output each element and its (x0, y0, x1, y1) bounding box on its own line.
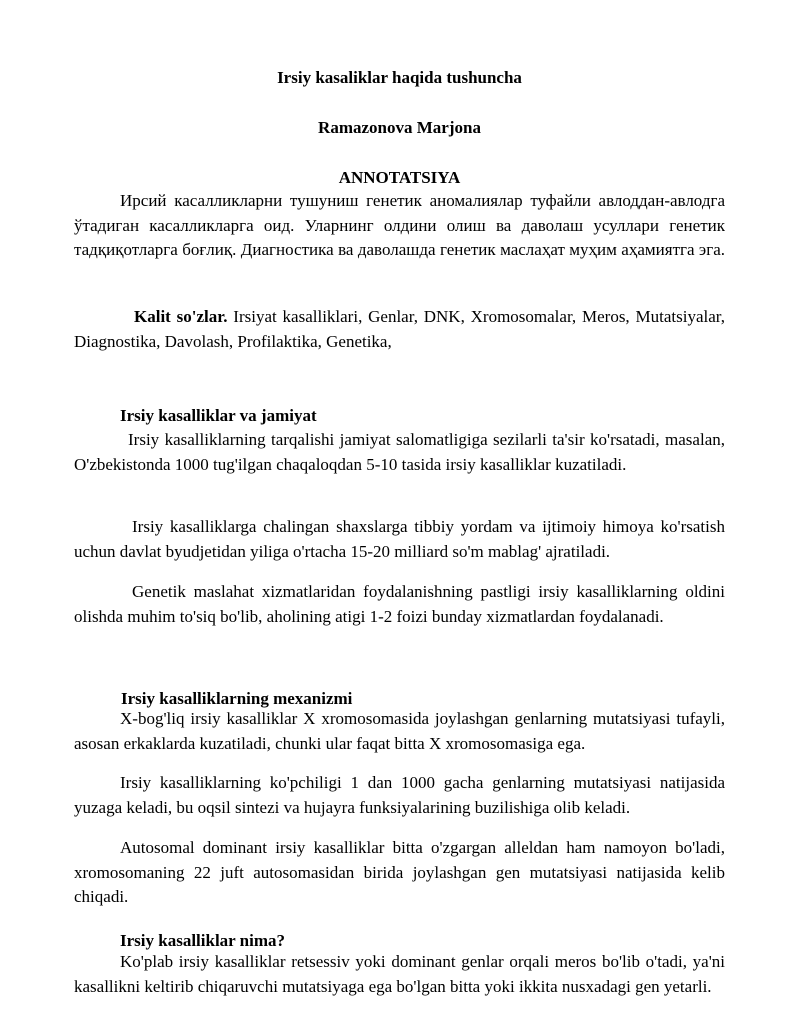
section-paragraph: Ko'plab irsiy kasalliklar retsessiv yoki dominant genlar orqali meros bo'lib o'tadi, ya'ni kasallikni keltirib chiqaruvchi mutatsiyaga ega bo'lgan bitta yoki ikkita nusxadagi gen yetarli. (74, 952, 725, 996)
section-paragraph: X-bog'liq irsiy kasalliklar X xromosomasida joylashgan genlarning mutatsiyasi tufayli, asosan erkaklarda kuzatiladi, chunki ular faqat bitta X xromosomasiga ega. (74, 709, 725, 753)
annotation-text: Ирсий касалликларни тушуниш генетик аномалиялар туфайли авлоддан-авлодга ўтадиган касалликларга оид. Уларнинг олдини олиш ва даволаш усуллари генетик тадқиқотларга боғлиқ. Диагностика ва даволашда генетик маслаҳат муҳим аҳамиятга эга. (74, 191, 725, 259)
section-paragraph: Autosomal dominant irsiy kasalliklar bitta o'zgargan alleldan ham namoyon bo'ladi, xromosomaning 22 juft autosomasidan birida joylashgan gen mutatsiyasi natijasida kelib chiqadi. (74, 838, 725, 906)
section-paragraph: Irsiy kasalliklarga chalingan shaxslarga tibbiy yordam va ijtimoiy himoya ko'rsatish uchun davlat byudjetidan yiliga o'rtacha 15-20 milliard so'm mablag' ajratiladi. (74, 517, 725, 561)
section-paragraph: Genetik maslahat xizmatlaridan foydalanishning pastligi irsiy kasalliklarning oldini olishda muhim to'siq bo'lib, aholining atigi 1-2 foizi bunday xizmatlardan foydalanadi. (74, 582, 725, 626)
annotation-heading: ANNOTATSIYA (338, 168, 461, 187)
keywords-paragraph (74, 305, 725, 354)
keywords-text: Irsiyat kasalliklari, Genlar, DNK, Xromosomalar, Meros, Mutatsiyalar, Diagnostika, Davolash, Profilaktika, Genetika, (74, 307, 725, 351)
section-heading-society: Irsiy kasalliklar va jamiyat (120, 406, 317, 425)
section-heading-mechanism: Irsiy kasalliklarning mexanizmi (121, 689, 353, 708)
author-name: Ramazonova Marjona (318, 118, 481, 137)
document-title: Irsiy kasaliklar haqida tushuncha (277, 68, 522, 87)
section-paragraph: Irsiy kasalliklarning tarqalishi jamiyat salomatligiga sezilarli ta'sir ko'rsatadi, masalan, O'zbekistonda 1000 tug'ilgan chaqaloqdan 5-10 tasida irsiy kasalliklar kuzatiladi. (74, 430, 725, 474)
keywords-label: Kalit so'zlar. (134, 307, 228, 326)
section-heading-what: Irsiy kasalliklar nima? (120, 931, 285, 950)
section-paragraph: Irsiy kasalliklarning ko'pchiligi 1 dan 1000 gacha genlarning mutatsiyasi natijasida yuzaga keladi, bu oqsil sintezi va hujayra funksiyalarining buzilishiga olib keladi. (74, 773, 725, 817)
